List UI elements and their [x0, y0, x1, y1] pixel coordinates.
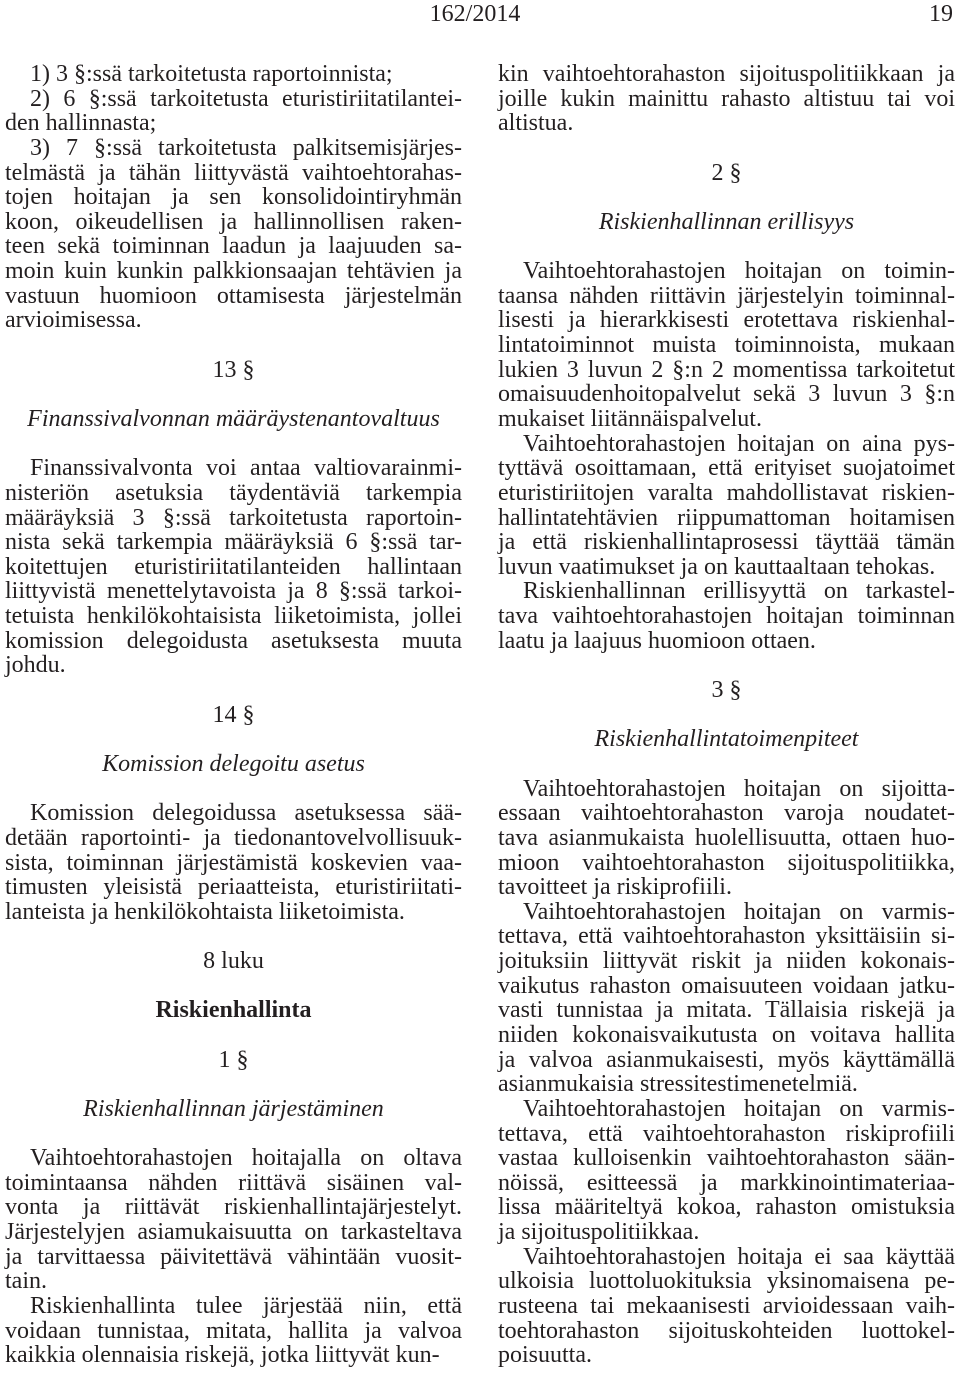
text-line: mioon vaihtoehtorahaston sijoituspolitiikka,	[498, 849, 955, 876]
paragraph	[498, 777, 955, 900]
paragraph	[5, 1146, 462, 1294]
paragraph	[5, 456, 462, 678]
text-line: ja valvoa asianmukaisesti, myös käyttämällä	[498, 1046, 955, 1073]
text-line: lisesti ja hierarkkisesti erotettava riskienhal-	[498, 307, 955, 334]
text-line: Komission delegoidussa asetuksessa sää-	[30, 800, 462, 827]
text-line: rusteena tai mekaanisesti arvioidessaan vaih-	[498, 1293, 955, 1320]
section-title	[5, 752, 462, 777]
text-line: ja että riskienhallintaprosessi täyttää tämän	[498, 529, 955, 556]
running-head: 162/2014	[429, 1, 521, 27]
text-line: lissa määriteltyä kokoa, rahaston omistuksia	[498, 1194, 955, 1221]
text-line: lanteista ja henkilökohtaista liiketoimista.	[5, 898, 405, 925]
text-line: nisteriön asetuksia täydentäviä tarkempia	[5, 479, 462, 506]
section-number	[5, 1048, 462, 1073]
text-line: toimintaansa nähden riittävä sisäinen val-	[5, 1169, 462, 1196]
text-line: vaikutus rahaston omaisuuteen voidaan jatku-	[498, 972, 955, 999]
text-line: määräyksiä 3 §:ssä tarkoitetusta raportoin-	[5, 504, 462, 531]
text-line: Riskienhallintatoimenpiteet	[594, 726, 859, 753]
text-line: nista sekä tarkempia määräyksiä 6 §:ssä tar-	[5, 529, 462, 556]
text-line: essaan vaihtoehtorahaston varoja noudatet-	[498, 800, 955, 827]
continuation	[498, 62, 955, 136]
paragraph	[498, 432, 955, 580]
text-line: koitettujen eturistiriitatilanteiden hallintaan	[5, 553, 462, 580]
text-line: Vaihtoehtorahastojen hoitajan on varmis-	[523, 1095, 955, 1122]
text-line: 2 §	[711, 159, 742, 186]
section-number	[498, 161, 955, 186]
text-line: vastaa kulloisenkin vaihtoehtorahaston sään-	[498, 1145, 955, 1172]
text-line: teen sekä toiminnan laadun ja laajuuden sa-	[5, 233, 462, 260]
text-line: ulkoisia luottoluokituksia yksinomaisena pe-	[498, 1268, 955, 1295]
text-line: tava vaihtoehtorahastojen hoitajan toiminnan	[498, 603, 955, 630]
text-line: 8 luku	[203, 948, 264, 975]
text-line: den hallinnasta;	[5, 110, 157, 137]
text-line: Vaihtoehtorahastojen hoitajan on varmis-	[523, 898, 955, 925]
text-line: moin kuin kunkin palkkionsaajan tehtävien ja	[5, 258, 462, 285]
text-line: 14 §	[212, 701, 255, 728]
text-line: joituksiin liittyvät riskit ja niiden kokonais-	[498, 948, 955, 975]
paragraph	[5, 1294, 462, 1368]
text-line: Riskienhallinnan järjestäminen	[83, 1095, 384, 1122]
section-title	[498, 727, 955, 752]
text-line: detään raportointi- ja tiedonantovelvollisuuk-	[5, 824, 462, 851]
paragraph	[498, 900, 955, 1097]
text-line: luvun vaatimukset ja on kauttaaltaan tehokas.	[498, 553, 936, 580]
paragraph	[498, 1245, 955, 1368]
text-line: 2) 6 §:ssä tarkoitetusta eturistiriitatilantei-	[30, 85, 462, 112]
text-line: koon, oikeudellisen ja hallinnollisen raken-	[5, 208, 462, 235]
text-line: lukien 3 luvun 2 §:n 2 momentissa tarkoitetut	[498, 356, 955, 383]
text-line: komission delegoidusta asetuksesta muuta	[5, 627, 462, 654]
text-line: tain.	[5, 1268, 47, 1295]
paragraph	[5, 801, 462, 924]
list-item	[5, 136, 462, 333]
section-title	[498, 210, 955, 235]
text-line: ja tarvittaessa päivitettävä vähintään vuosit-	[5, 1243, 462, 1270]
text-line: tojen hoitajan ja sen konsolidointiryhmän	[5, 184, 462, 211]
text-line: tavoitteet ja riskiprofiili.	[498, 874, 732, 901]
text-line: taansa nähden riittävin järjestelyin toiminnal-	[498, 282, 955, 309]
text-line: johdu.	[5, 652, 66, 679]
text-line: tyttävä osoittamaan, että erityiset suojatoimet	[498, 455, 955, 482]
page-number: 19	[929, 1, 953, 27]
text-line: niiden kokonaisvaikutusta on voitava hallita	[498, 1021, 955, 1048]
text-line: Vaihtoehtorahastojen hoitajalla on oltava	[30, 1145, 462, 1172]
text-line: lintatoiminnot muista toiminnoista, mukaan	[498, 332, 955, 359]
section-title	[5, 1097, 462, 1122]
chapter-title	[5, 998, 462, 1023]
text-line: kin vaihtoehtorahaston sijoituspolitiikkaan ja	[498, 61, 955, 87]
right-column	[498, 62, 955, 1368]
text-line: Vaihtoehtorahastojen hoitajan on sijoitta-	[523, 775, 955, 802]
section-number	[5, 703, 462, 728]
text-line: joille kukin mainittu rahasto altistuu tai voi	[498, 85, 955, 112]
text-line: nöissä, esitteessä ja markkinointimateriaa-	[498, 1169, 955, 1196]
text-line: kaikkia olennaisia riskejä, jotka liittyvät kun-	[5, 1342, 440, 1369]
text-line: arvioimisessa.	[5, 307, 142, 334]
text-line: Riskienhallinnan erillisyys	[598, 208, 855, 235]
text-line: tettava, että vaihtoehtorahaston riskiprofiili	[498, 1120, 955, 1147]
text-line: altistua.	[498, 110, 574, 137]
text-line: 1 §	[218, 1046, 249, 1073]
text-line: 3) 7 §:ssä tarkoitetusta palkitsemisjärjes-	[30, 134, 462, 161]
text-line: hallintatehtävien riippumattoman hoitamisen	[498, 504, 955, 531]
text-line: tetuista henkilökohtaisista liiketoimista, jollei	[5, 603, 462, 630]
page-header	[0, 0, 960, 28]
text-line: ja sijoituspolitiikkaa.	[498, 1219, 700, 1246]
section-number	[5, 358, 462, 383]
text-line: 13 §	[212, 356, 255, 383]
text-line: vastuun huomioon ottamisesta järjestelmän	[5, 282, 462, 309]
chapter-number	[5, 949, 462, 974]
text-line: Riskienhallinta tulee järjestää niin, että	[30, 1293, 462, 1320]
text-line: Vaihtoehtorahastojen hoitaja ei saa käyttää	[523, 1243, 955, 1270]
text-line: Riskienhallinta	[155, 997, 312, 1024]
text-line: Vaihtoehtorahastojen hoitajan on aina pys-	[523, 430, 955, 457]
text-line: 3 §	[711, 677, 742, 704]
paragraph	[498, 259, 955, 431]
text-line: Riskienhallinnan erillisyyttä on tarkastel-	[523, 578, 955, 605]
text-line: Komission delegoitu asetus	[102, 750, 365, 777]
text-line: tettava, että vaihtoehtorahaston yksittäisiin si-	[498, 923, 955, 950]
paragraph	[498, 579, 955, 653]
section-number	[498, 678, 955, 703]
text-line: sista, toiminnan järjestämistä koskevien vaa-	[5, 849, 462, 876]
text-line: tava asianmukaista huolellisuutta, ottaen huo-	[498, 824, 955, 851]
text-line: Finanssivalvonnan määräystenantovaltuus	[27, 405, 440, 432]
text-line: vonta ja riittävät riskienhallintajärjestelyt.	[5, 1194, 462, 1221]
text-line: timusten yleisistä periaatteista, eturistiriitati-	[5, 874, 462, 901]
text-line: telmästä ja tähän liittyvästä vaihtoehtorahas-	[5, 159, 462, 186]
paragraph	[498, 1097, 955, 1245]
text-line: 1) 3 §:ssä tarkoitetusta raportoinnista;	[30, 61, 393, 87]
text-line: omaisuudenhoitopalvelut sekä 3 luvun 3 §:n	[498, 381, 955, 408]
text-line: liittyvistä menettelytavoista ja 8 §:ssä tarkoi-	[5, 578, 462, 605]
text-line: eturistiriitojen varalta mahdollistavat riskien-	[498, 479, 955, 506]
text-line: poisuutta.	[498, 1342, 592, 1369]
left-column	[5, 62, 462, 1368]
text-line: mukaiset liitännäispalvelut.	[498, 405, 762, 432]
text-line: asianmukaisia stressitestimenetelmiä.	[498, 1071, 858, 1098]
text-line: laatu ja laajuus huomioon ottaen.	[498, 627, 816, 654]
list-item	[5, 87, 462, 136]
text-line: Vaihtoehtorahastojen hoitajan on toimin-	[523, 258, 955, 285]
list-item	[5, 62, 462, 87]
text-line: vasti tunnistaa ja mitata. Tällaisia riskejä ja	[498, 997, 955, 1024]
text-line: toehtorahaston sijoituskohteiden luottokel-	[498, 1317, 955, 1344]
text-line: Finanssivalvonta voi antaa valtiovarainmi-	[30, 455, 462, 482]
text-line: voidaan tunnistaa, mitata, hallita ja valvoa	[5, 1317, 462, 1344]
section-title	[5, 407, 462, 432]
text-line: Järjestelyjen asiamukaisuutta on tarkasteltava	[5, 1219, 462, 1246]
